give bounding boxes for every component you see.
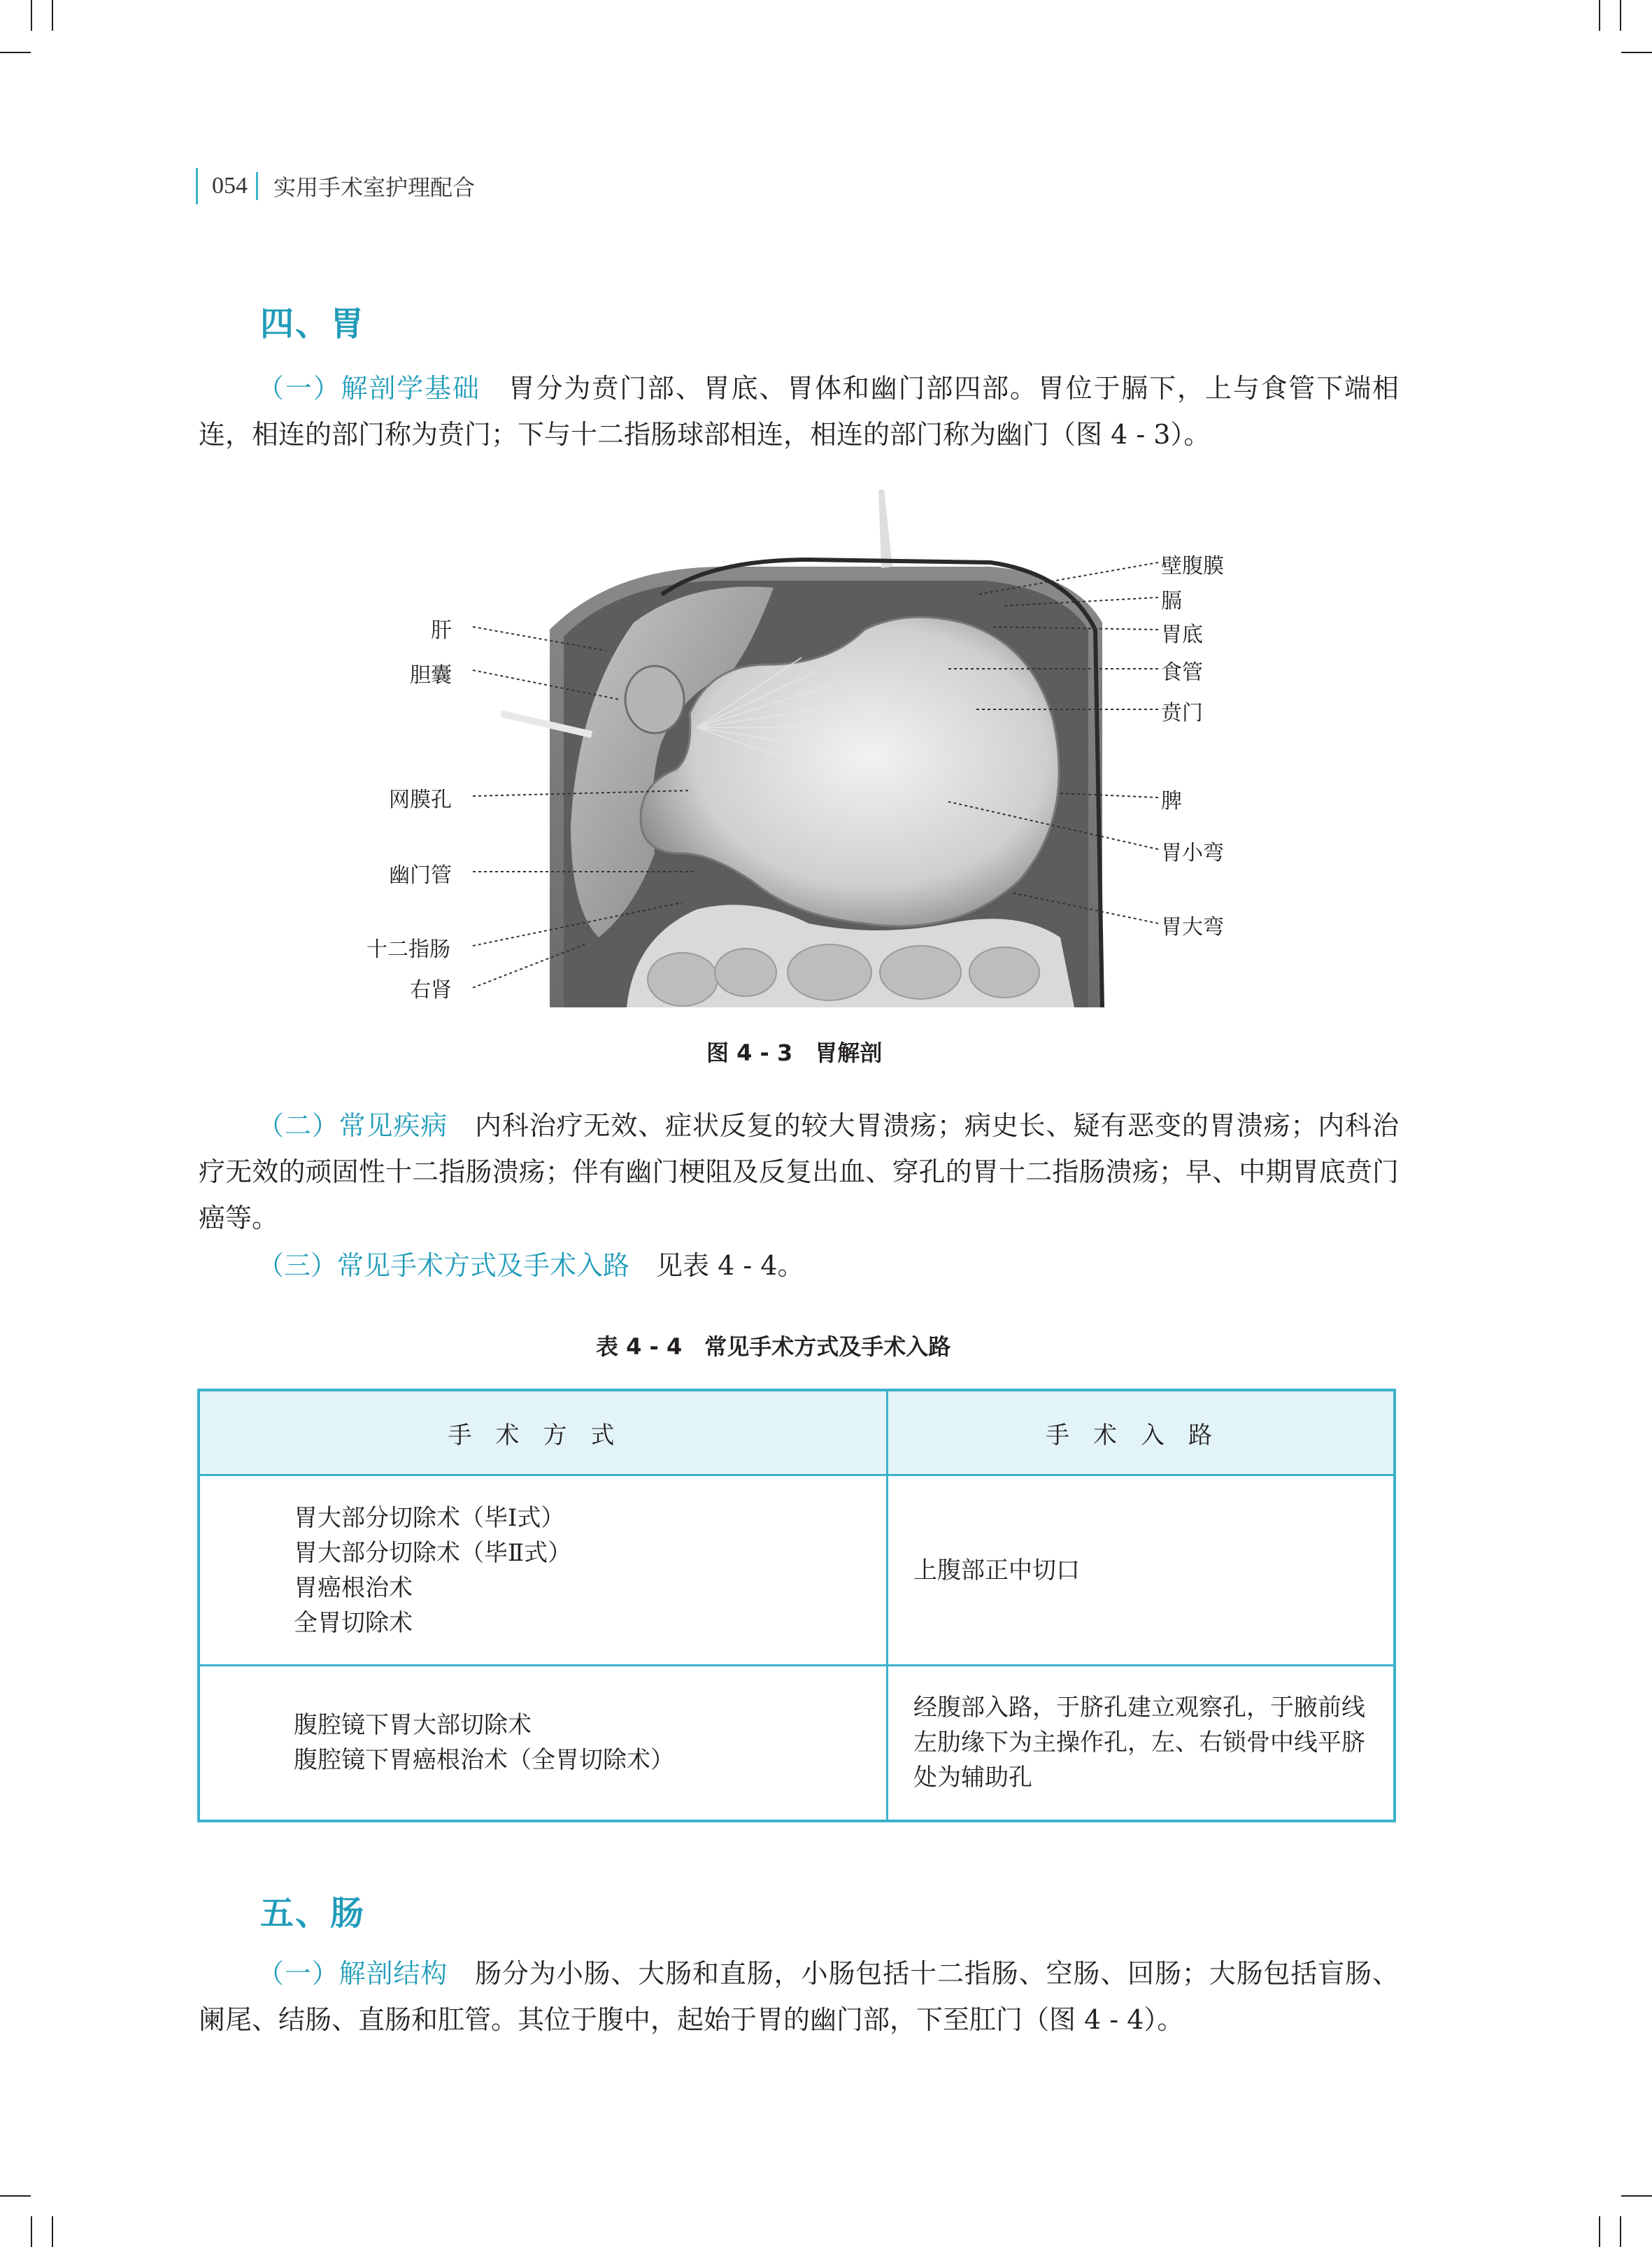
crop-mark: [1620, 0, 1621, 31]
section-title-stomach: 四、胃: [260, 304, 366, 343]
label-esophagus: 食管: [1161, 660, 1203, 685]
table-cell-approach: 上腹部正中切口: [888, 1475, 1395, 1666]
method-item: 胃大部分切除术（毕Ⅰ式）: [294, 1503, 565, 1532]
method-item: 腹腔镜下胃癌根治术（全胃切除术）: [294, 1746, 674, 1775]
paragraph-text: 内科治疗无效、症状反复的较大胃溃疡；病史长、疑有恶变的胃溃疡；内科治疗无效的顽固性十二指肠溃疡；伴有幽门梗阻及反复出血、穿孔的胃十二指肠溃疡；早、中期胃底贲门癌等。: [199, 1110, 1399, 1233]
label-parietal-peritoneum: 壁腹膜: [1161, 554, 1224, 579]
subheading-intestine-anatomy: （一）解剖结构: [257, 1958, 448, 1989]
leader-lines: [459, 490, 1158, 1007]
table-row: [199, 1475, 1395, 1666]
paragraph-common-diseases: [199, 1103, 1399, 1241]
table-header-row: [199, 1390, 1395, 1475]
paragraph-text: 见表 4 - 4。: [656, 1250, 804, 1281]
label-liver: 肝: [431, 618, 452, 643]
running-header: [196, 166, 475, 206]
table-cell-methods: [199, 1475, 888, 1666]
crop-mark: [1620, 2216, 1621, 2247]
table-cell-methods: [199, 1666, 888, 1821]
stomach-anatomy-figure: [366, 490, 1224, 1007]
crop-mark: [1599, 0, 1600, 31]
label-pyloric-canal: 幽门管: [389, 863, 452, 888]
label-right-kidney: 右肾: [410, 978, 452, 1002]
crop-mark: [0, 2195, 31, 2197]
figure-caption: 图 4 - 3 胃解剖: [706, 1040, 883, 1066]
label-fundus: 胃底: [1161, 623, 1203, 647]
label-diaphragm: 膈: [1161, 589, 1182, 614]
crop-mark: [31, 2216, 32, 2247]
label-greater-curvature: 胃大弯: [1161, 915, 1224, 940]
paragraph-anatomy-basis: [199, 365, 1399, 458]
crop-mark: [52, 0, 53, 31]
table-cell-approach: 经腹部入路，于脐孔建立观察孔，于腋前线左肋缘下为主操作孔，左、右锁骨中线平脐处为辅助孔: [888, 1666, 1395, 1821]
table-row: [199, 1666, 1395, 1821]
crop-mark: [0, 52, 31, 53]
paragraph-intestine-anatomy: [199, 1950, 1399, 2043]
table-header-method: 手术方式: [199, 1390, 888, 1475]
crop-mark: [31, 0, 32, 31]
surgery-table: [197, 1389, 1396, 1822]
subheading-surgery-methods: （三）常见手术方式及手术入路: [257, 1250, 630, 1281]
crop-mark: [1621, 52, 1652, 53]
label-spleen: 脾: [1161, 789, 1182, 814]
crop-mark: [52, 2216, 53, 2247]
crop-mark: [1599, 2216, 1600, 2247]
subheading-common-diseases: （二）常见疾病: [257, 1110, 448, 1141]
paragraph-text: 肠分为小肠、大肠和直肠，小肠包括十二指肠、空肠、回肠；大肠包括盲肠、阑尾、结肠、直肠和肛管。其位于腹中，起始于胃的幽门部，下至肛门（图 4 - 4）。: [199, 1958, 1399, 2035]
paragraph-text: 胃分为贲门部、胃底、胃体和幽门部四部。胃位于膈下，上与食管下端相连，相连的部门称为贲门；下与十二指肠球部相连，相连的部门称为幽门（图 4 - 3）。: [199, 373, 1399, 450]
label-duodenum: 十二指肠: [366, 937, 450, 962]
header-divider: [256, 172, 258, 200]
label-cardia: 贲门: [1161, 701, 1203, 725]
label-lesser-curvature: 胃小弯: [1161, 841, 1224, 865]
table-caption: 表 4 - 4 常见手术方式及手术入路: [596, 1333, 951, 1360]
crop-mark: [1621, 2195, 1652, 2197]
label-epiploic-foramen: 网膜孔: [389, 788, 452, 812]
method-item: 腹腔镜下胃大部切除术: [294, 1711, 532, 1740]
label-gallbladder: 胆囊: [410, 663, 452, 688]
method-item: 胃癌根治术: [294, 1573, 413, 1602]
method-item: 胃大部分切除术（毕Ⅱ式）: [294, 1538, 572, 1567]
subheading-anatomy-basis: （一）解剖学基础: [257, 373, 480, 404]
table-header-approach: 手术入路: [888, 1390, 1395, 1475]
page-number: 054: [212, 173, 248, 199]
book-title: 实用手术室护理配合: [273, 174, 476, 201]
section-title-intestine: 五、肠: [260, 1894, 366, 1933]
header-bar: [196, 168, 198, 204]
method-item: 全胃切除术: [294, 1608, 413, 1637]
paragraph-surgery-methods: [199, 1242, 1399, 1289]
